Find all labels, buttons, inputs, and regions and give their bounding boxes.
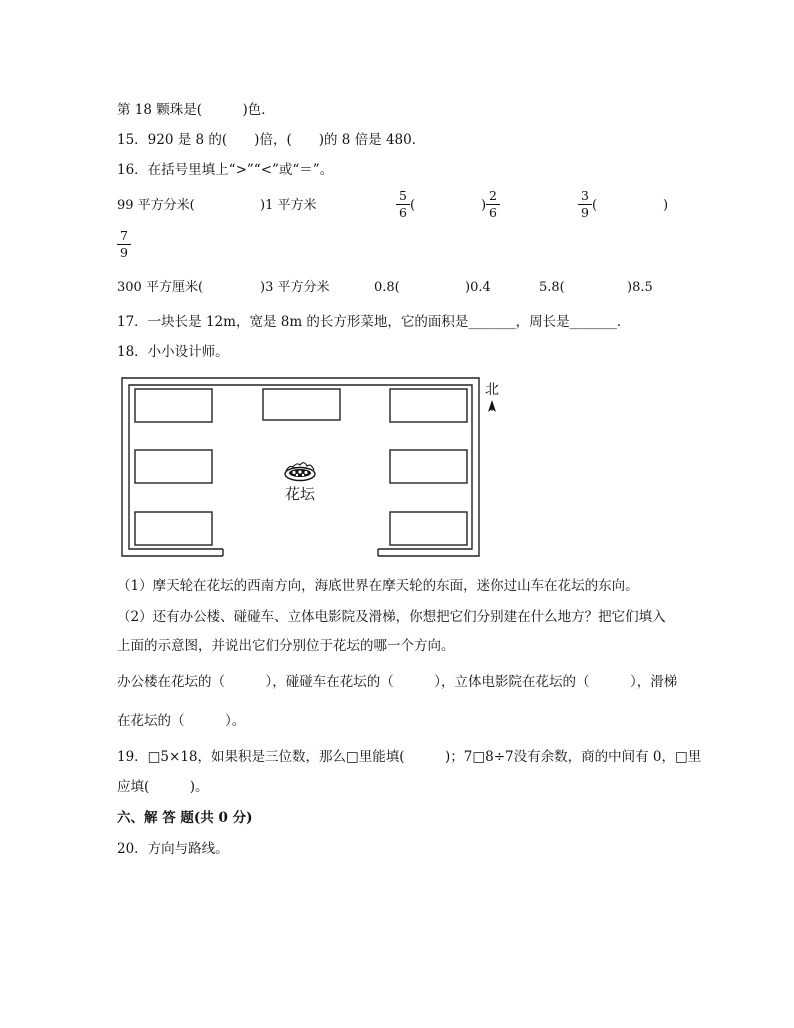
q14-tail: 第 18 颗珠是( )色．	[117, 102, 275, 118]
compare-0.8-close: )0.4	[465, 280, 491, 295]
flowerbed-icon	[285, 463, 315, 481]
fraction-denominator: 9	[581, 205, 589, 220]
compare-frac-open: (	[410, 198, 416, 213]
flowerbed-label: 花坛	[284, 485, 316, 503]
compare-300-open: 300 平方厘米(	[117, 280, 204, 295]
question-15: 15．920 是 8 的( )倍，( )的 8 倍是 480．	[117, 132, 426, 148]
question-18-answer-line1: 办公楼在花坛的（ ），碰碰车在花坛的（ ），立体电影院在花坛的（ ），滑梯	[117, 674, 678, 690]
compare-frac2-close: )	[663, 198, 669, 213]
fraction-numerator: 7	[117, 229, 131, 245]
compare-99-open: 99 平方分米(	[117, 198, 195, 213]
map-plot-east-2	[390, 450, 467, 483]
park-map	[118, 374, 518, 562]
question-19-line1: 19．□5×18，如果积是三位数，那么□里能填( )；7□8÷7没有余数，商的中间有 0，□里	[117, 749, 702, 765]
compare-5.8-open: 5.8(	[539, 280, 565, 295]
compare-300-close: )3 平方分米	[260, 280, 330, 295]
question-19-line2: 应填( )。	[117, 779, 209, 795]
fraction-denominator: 9	[120, 245, 128, 260]
question-18: 18．小小设计师。	[117, 344, 229, 360]
question-18-part2-line2: 上面的示意图，并说出它们分别位于花坛的哪一个方向。	[117, 638, 455, 654]
fraction-numerator: 2	[486, 189, 500, 205]
fraction-denominator: 6	[489, 205, 497, 220]
compare-frac2-open: (	[592, 198, 598, 213]
north-label: 北	[485, 382, 499, 398]
question-17: 17．一块长是 12m，宽是 8m 的长方形菜地，它的面积是_______，周长是_______．	[117, 314, 631, 330]
compare-5.8-close: )8.5	[627, 280, 653, 295]
compare-99-close: )1 平方米	[260, 198, 317, 213]
map-plot-north	[263, 389, 340, 420]
fraction-denominator: 6	[399, 205, 407, 220]
map-plot-west-3	[135, 512, 212, 545]
fraction-2-6	[486, 189, 500, 220]
section-6-heading: 六、解 答 题(共 0 分)	[117, 810, 253, 826]
map-plot-east-1	[390, 389, 467, 422]
fraction-5-6	[396, 189, 410, 220]
question-20: 20．方向与路线。	[117, 841, 229, 857]
compare-0.8-open: 0.8(	[374, 280, 400, 295]
fraction-3-9	[578, 189, 592, 220]
fraction-numerator: 3	[578, 189, 592, 205]
fraction-7-9	[117, 229, 131, 260]
map-plot-east-3	[390, 512, 467, 545]
fraction-numerator: 5	[396, 189, 410, 205]
compare-frac-close: )	[481, 198, 487, 213]
question-18-part1: （1）摩天轮在花坛的西南方向，海底世界在摩天轮的东面，迷你过山车在花坛的东向。	[117, 578, 639, 594]
question-18-answer-line2: 在花坛的（ ）。	[117, 713, 246, 729]
question-16: 16．在括号里填上“>”“<”或“＝”。	[117, 162, 334, 178]
question-18-part2-line1: （2）还有办公楼、碰碰车、立体电影院及滑梯，你想把它们分别建在什么地方？把它们填入	[117, 609, 666, 625]
map-plot-west-1	[135, 389, 212, 422]
map-plot-west-2	[135, 450, 212, 483]
